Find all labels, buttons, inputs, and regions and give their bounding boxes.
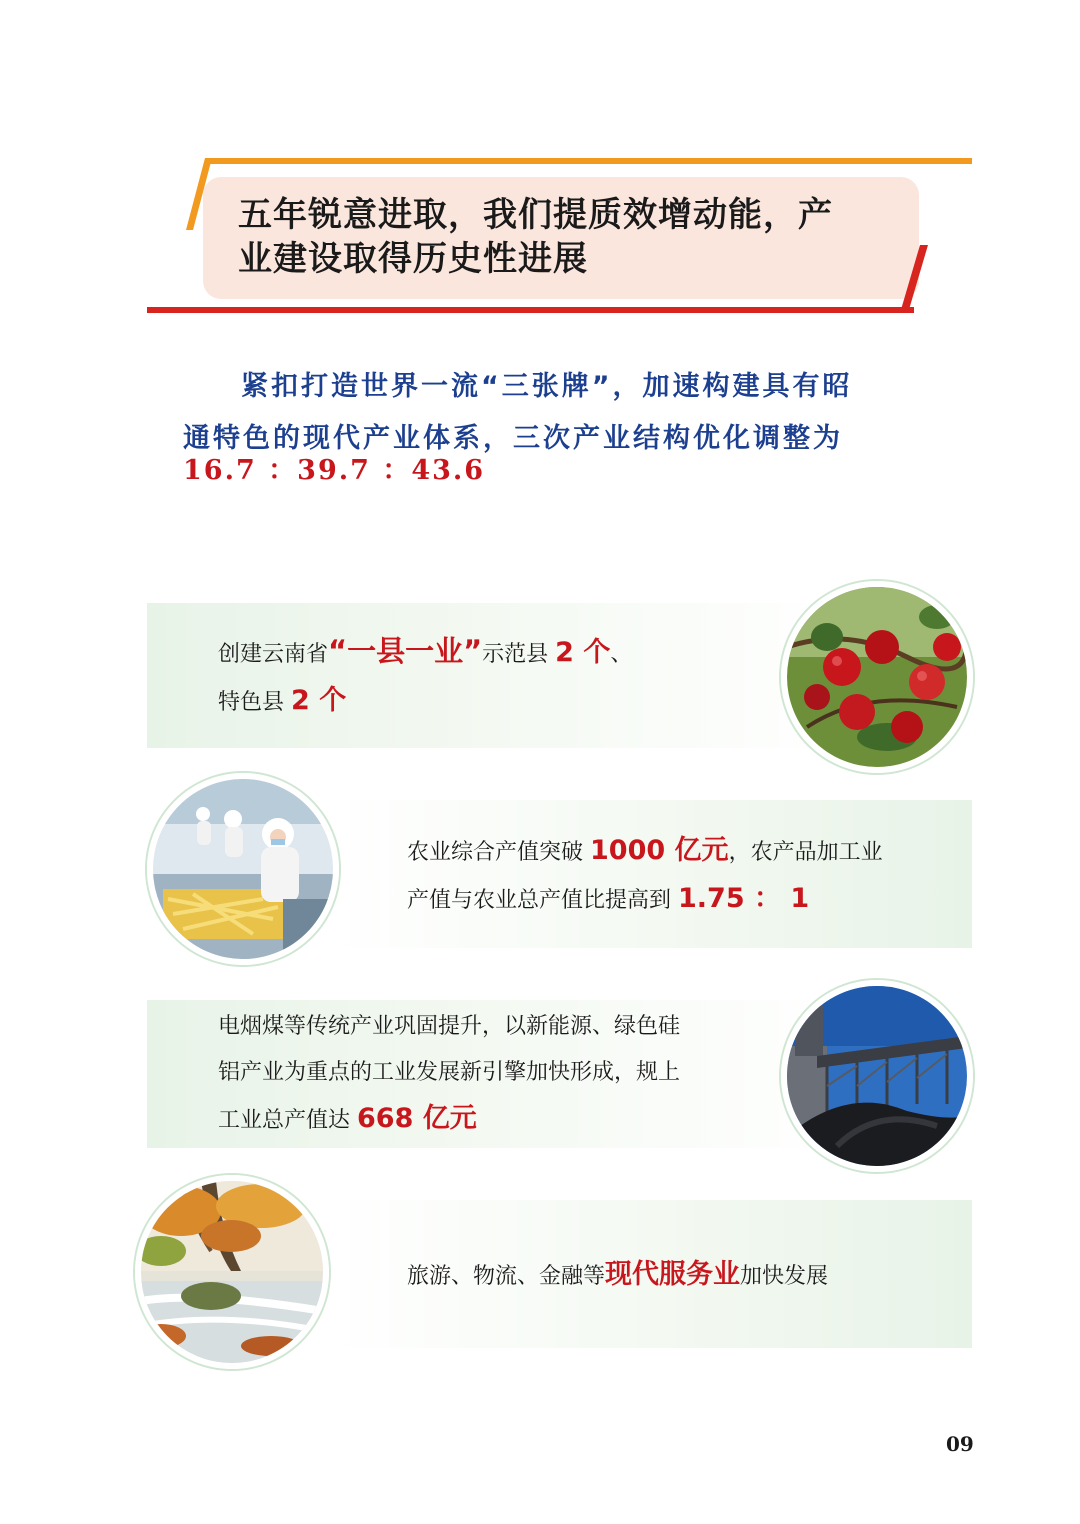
feature-4-text-a: 旅游、物流、金融等 [407, 1264, 606, 1289]
feature-4-text [407, 1252, 967, 1300]
feature-4-text-b: 加快发展 [740, 1264, 829, 1289]
feature-2-text-a: 农业综合产值突破 [407, 840, 584, 865]
feature-3-text-a: 工业总产值达 [218, 1108, 351, 1133]
intro-line2: 通特色的现代产业体系，三次产业结构优化调整为 [183, 423, 843, 454]
feature-2-highlight-c: 1.75 ： 1 [678, 883, 810, 914]
feature-1-text-b: 示范县 [482, 642, 549, 667]
feature-1-highlight-a: “一县一业” [328, 634, 483, 668]
feature-3-highlight-a: 668 亿元 [357, 1103, 477, 1134]
feature-2-text-c: 产值与农业总产值比提高到 [407, 888, 672, 913]
feature-1-text-c: 、 [610, 642, 633, 667]
feature-1-text-d: 特色县 [218, 690, 285, 715]
feature-1-highlight-b: 2 个 [555, 637, 611, 668]
section-title [238, 193, 898, 281]
intro-line1: 紧扣打造世界一流“三张牌”，加速构建具有昭 [241, 371, 853, 402]
feature-1-text-a: 创建云南省 [218, 642, 329, 667]
food-processing-photo [147, 773, 339, 965]
page-number: 09 [946, 1432, 974, 1456]
feature-2-text [407, 828, 967, 924]
title-top-rule [205, 158, 972, 164]
feature-2-text-b: ，农产品加工业 [728, 840, 883, 865]
industry-ratio: 16.7 ：39.7 ：43.6 [183, 455, 486, 486]
feature-3-text [218, 1004, 778, 1144]
feature-1-highlight-d: 2 个 [291, 685, 347, 716]
autumn-waterfall-photo [135, 1175, 329, 1369]
feature-3-line1: 电烟煤等传统产业巩固提升，以新能源、绿色硅 [218, 1014, 681, 1039]
feature-2-highlight-a: 1000 亿元 [590, 835, 729, 866]
feature-3-line2: 铝产业为重点的工业发展新引擎加快形成，规上 [218, 1060, 681, 1085]
title-right-slash [898, 245, 928, 313]
title-bottom-rule [147, 307, 914, 313]
section-title-line2: 业建设取得历史性进展 [238, 239, 588, 279]
feature-1-text [218, 628, 778, 726]
feature-4-highlight-a: 现代服务业 [605, 1259, 741, 1290]
coal-conveyor-photo [781, 980, 973, 1172]
section-title-line1: 五年锐意进取，我们提质效增动能，产 [238, 195, 833, 235]
apple-tree-photo [781, 581, 973, 773]
